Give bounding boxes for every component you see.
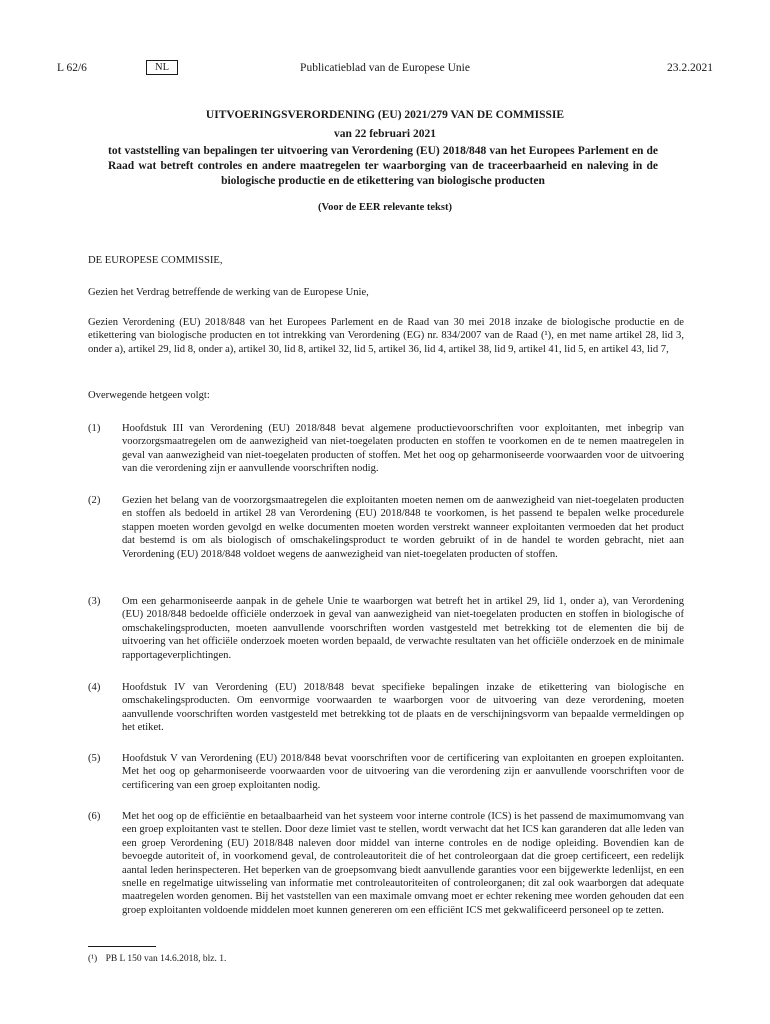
recital-number: (5) <box>88 753 101 764</box>
footnote-divider <box>88 946 156 947</box>
recital-number: (3) <box>88 596 101 607</box>
publication-date: 23.2.2021 <box>667 62 713 74</box>
recital-number: (2) <box>88 495 101 506</box>
recital-text: Hoofdstuk IV van Verordening (EU) 2018/848 bevat specifieke bepalingen inzake de etikettering van biologische en omschakelingsproducten. Om eenvormige voorwaarden te waarborgen voor de uitvoering van deze verordening, moeten aanvullende voorschriften worden vastgesteld met betrekking tot de plaats en de verschijningsvorm van bepaalde vermeldingen op het etiket. <box>122 682 684 734</box>
recital-text: Met het oog op de efficiëntie en betaalbaarheid van het systeem voor interne controle (ICS) is het passend de maximumomvang van een groep exploitanten vast te stellen. Door deze limiet vast te stellen, wordt verwacht dat het ICS kan garanderen dat alle leden van een groep Verordening (EU) 2018/848 naleven door middel van interne controles en de nodige opleiding. Bovendien kan de bevoegde autoriteit of, in voorkomend geval, de controleautoriteit die of het controleorgaan dat die groep certificeert, een redelijk aantal leden herinspecteren. Het beperken van de groepsomvang biedt aanvullende garanties voor een bijgewerkte ledenlijst, en een snelle en regelmatige uitwisseling van informatie met controleautoriteiten of controleorganen; dit zal ook waarborgen dat adequate maatregelen worden genomen. Bij het vaststellen van een maximale omvang moet er echter rekening mee worden gehouden dat een groep exploitanten voldoende middelen moet kunnen genereren om een efficiënt ICS met gekwalificeerd personeel op te zetten. <box>122 811 684 916</box>
footnote-text: PB L 150 van 14.6.2018, blz. 1. <box>105 954 227 964</box>
footnote-ref: (¹) <box>88 954 98 964</box>
recital-number: (1) <box>88 423 101 434</box>
eer-note: (Voor de EER relevante tekst) <box>318 202 452 213</box>
publication-name: Publicatieblad van de Europese Unie <box>300 62 470 74</box>
regulation-citation: Gezien Verordening (EU) 2018/848 van het Europees Parlement en de Raad van 30 mei 2018 inzake de biologische productie en de etikettering van biologische producten en tot intrekking van Verordening (EG) nr. 834/2007 van de Raad (¹), en met name artikel 28, lid 3, onder a), artikel 29, lid 8, onder a), artikel 30, lid 8, artikel 32, lid 5, artikel 36, lid 4, artikel 38, lid 9, artikel 41, lid 5, en artikel 43, lid 7, <box>88 317 684 355</box>
treaty-citation: Gezien het Verdrag betreffende de werking van de Europese Unie, <box>88 287 369 298</box>
document-title: UITVOERINGSVERORDENING (EU) 2021/279 VAN DE COMMISSIE <box>205 109 565 121</box>
page-reference: L 62/6 <box>57 62 87 74</box>
footnote <box>88 953 226 965</box>
recital-text: Hoofdstuk V van Verordening (EU) 2018/848 bevat voorschriften voor de certificering van exploitanten en groepen exploitanten. Met het oog op geharmoniseerde voorwaarden voor de uitvoering van die verordening zijn er aanvullende voorschriften voor de certificering van een groep exploitanten nodig. <box>122 753 684 791</box>
whereas-line: Overwegende hetgeen volgt: <box>88 390 210 401</box>
recital-number: (6) <box>88 811 101 822</box>
language-badge: NL <box>146 60 178 75</box>
recital-number: (4) <box>88 682 101 693</box>
authority-line: DE EUROPESE COMMISSIE, <box>88 255 223 266</box>
recital-text: Om een geharmoniseerde aanpak in de gehele Unie te waarborgen wat betreft het in artikel 29, lid 1, onder a), van Verordening (EU) 2018/848 bedoelde officiële onderzoek in geval van aanwezigheid van niet-toegelaten producten en stoffen in biologische of omschakelingsproducten, moeten aanvullende voorschriften worden vastgesteld met betrekking tot de elementen die bij de uitvoering van het officiële onderzoek moeten worden bepaald, de verwachte resultaten van het officiële onderzoek en de minimale rapportageverplichtingen. <box>122 596 684 661</box>
document-date: van 22 februari 2021 <box>334 128 436 140</box>
recital-text: Gezien het belang van de voorzorgsmaatregelen die exploitanten moeten nemen om de aanwezigheid van niet-toegelaten producten en stoffen als bedoeld in artikel 28 van Verordening (EU) 2018/848 te voorkomen, is het passend te bepalen welke procedurele stappen moeten worden gevolgd en welke documenten moeten worden verstrekt wanneer exploitanten vermoeden dat het product dat bestemd is om als biologisch of omschakelingsproduct te worden gebruikt of in de handel te worden gebracht, niet aan Verordening (EU) 2018/848 voldoet wegens de aanwezigheid van niet-toegelaten producten of stoffen. <box>122 495 684 560</box>
recital-text: Hoofdstuk III van Verordening (EU) 2018/848 bevat algemene productievoorschriften voor exploitanten, met inbegrip van voorzorgsmaatregelen om de aanwezigheid van niet-toegelaten producten en stoffen te voorkomen en de te nemen maatregelen in geval van aanwezigheid van niet-toegelaten producten of stoffen. Met het oog op geharmoniseerde voorwaarden voor de uitvoering van die verordening zijn er aanvullende voorschriften nodig. <box>122 423 684 475</box>
document-subtitle: tot vaststelling van bepalingen ter uitvoering van Verordening (EU) 2018/848 van het Europees Parlement en de Raad wat betreft controles en andere maatregelen ter waarborging van de traceerbaarheid en naleving in de biologische productie en de etikettering van biologische producten <box>108 145 658 187</box>
